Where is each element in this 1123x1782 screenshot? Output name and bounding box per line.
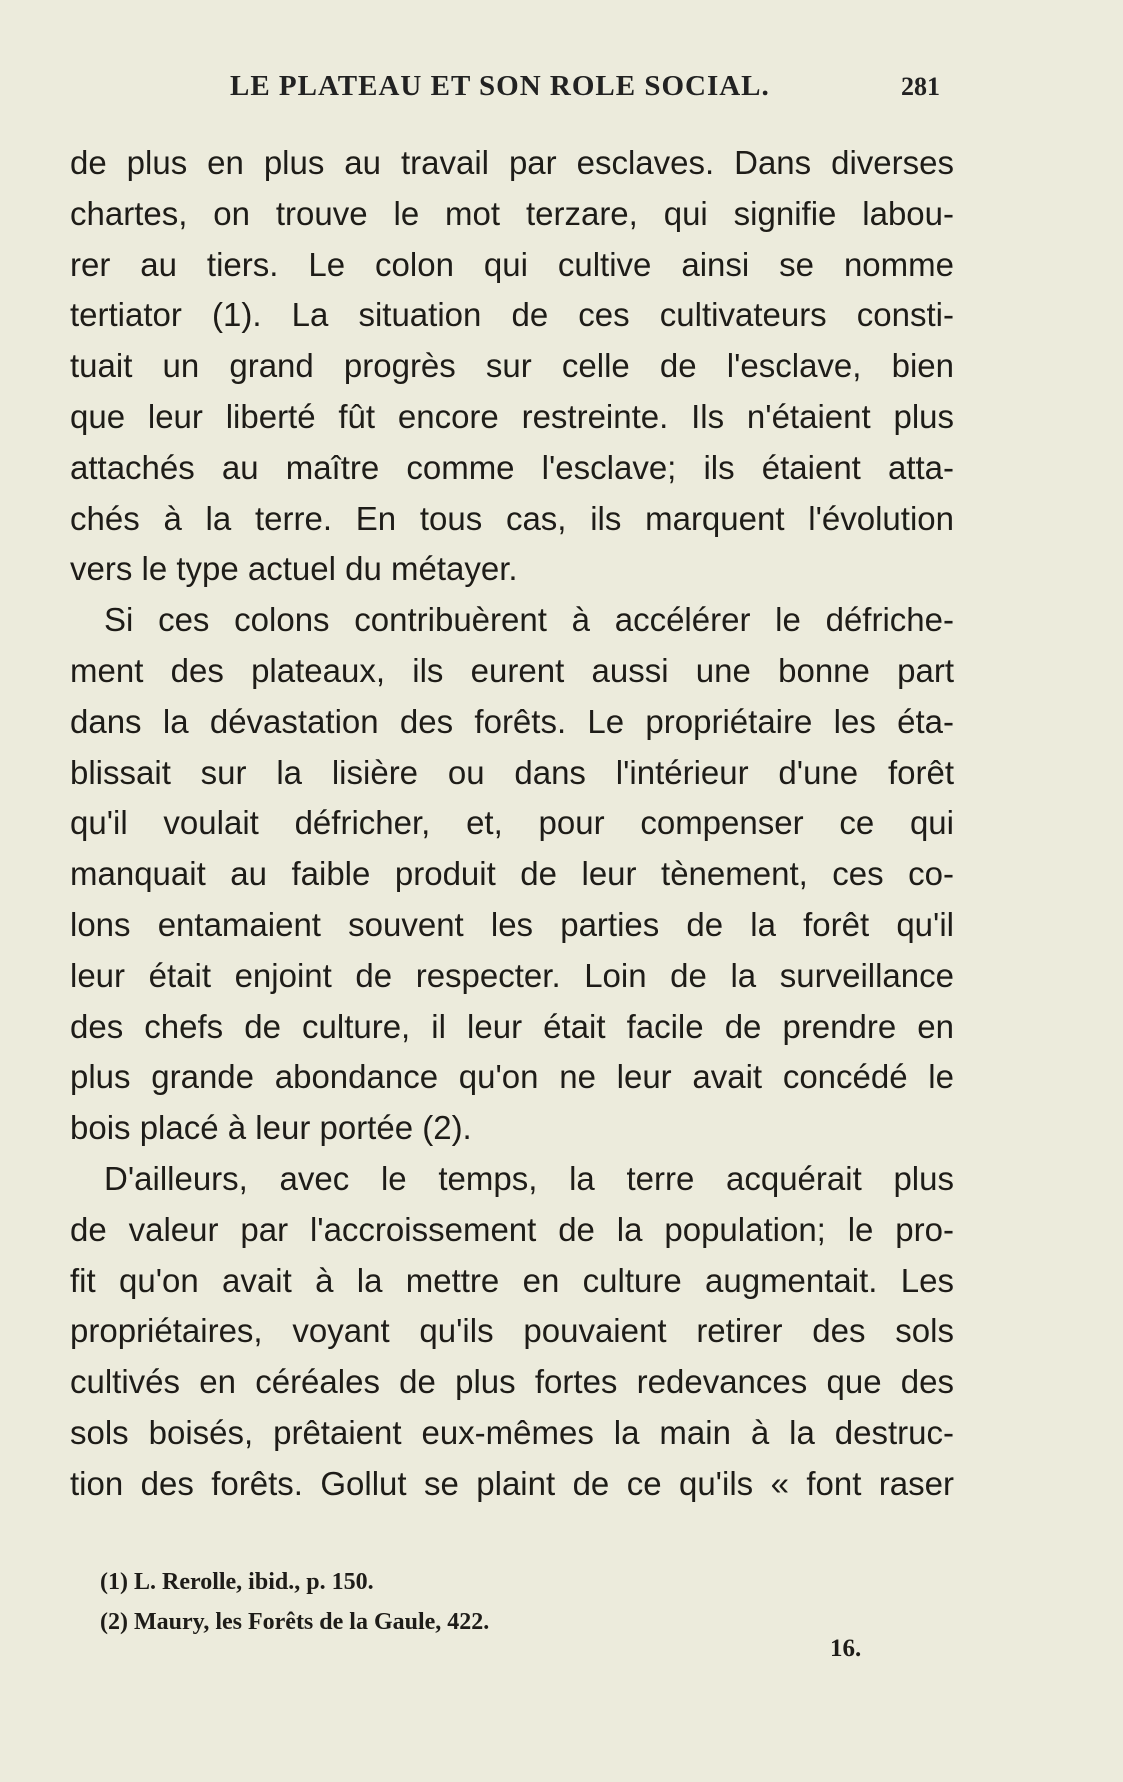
text-line: cultivés en céréales de plus fortes redevances que des xyxy=(70,1363,954,1401)
footnote: (2) Maury, les Forêts de la Gaule, 422. xyxy=(100,1609,490,1635)
text-line: tertiator (1). La situation de ces cultivateurs consti- xyxy=(70,296,954,334)
footnotes xyxy=(100,1562,880,1642)
text-line: blissait sur la lisière ou dans l'intérieur d'une forêt xyxy=(70,753,954,791)
body-text xyxy=(70,138,954,1510)
text-line: propriétaires, voyant qu'ils pouvaient retirer des sols xyxy=(70,1312,954,1350)
text-line: vers le type actuel du métayer. xyxy=(70,550,518,588)
text-line: tion des forêts. Gollut se plaint de ce qu'ils « font raser xyxy=(70,1464,954,1502)
text-line: leur était enjoint de respecter. Loin de la surveillance xyxy=(70,956,954,994)
text-line: Si ces colons contribuèrent à accélérer le défriche- xyxy=(104,601,954,639)
signature-mark: 16. xyxy=(830,1635,862,1662)
running-title: LE PLATEAU ET SON ROLE SOCIAL. xyxy=(230,70,770,102)
text-line: attachés au maître comme l'esclave; ils étaient atta- xyxy=(70,448,954,486)
text-line: rer au tiers. Le colon qui cultive ainsi se nomme xyxy=(70,245,954,283)
text-line: des chefs de culture, il leur était facile de prendre en xyxy=(70,1007,954,1045)
footnote: (1) L. Rerolle, ibid., p. 150. xyxy=(100,1569,374,1595)
page-number: 281 xyxy=(901,72,940,101)
text-line: tuait un grand progrès sur celle de l'esclave, bien xyxy=(70,347,954,385)
text-line: fit qu'on avait à la mettre en culture augmentait. Les xyxy=(70,1261,954,1299)
text-line: qu'il voulait défricher, et, pour compenser ce qui xyxy=(70,804,954,842)
text-line: chés à la terre. En tous cas, ils marquent l'évolution xyxy=(70,499,954,537)
text-line: D'ailleurs, avec le temps, la terre acquérait plus xyxy=(104,1159,954,1197)
text-line: bois placé à leur portée (2). xyxy=(70,1109,472,1147)
text-line: de plus en plus au travail par esclaves. Dans diverses xyxy=(70,144,954,181)
text-line: dans la dévastation des forêts. Le propriétaire les éta- xyxy=(70,702,954,740)
text-line: lons entamaient souvent les parties de la forêt qu'il xyxy=(70,905,954,943)
text-line: de valeur par l'accroissement de la population; le pro- xyxy=(70,1210,954,1248)
running-head xyxy=(70,70,940,110)
text-line: que leur liberté fût encore restreinte. Ils n'étaient plus xyxy=(70,397,954,435)
text-line: ment des plateaux, ils eurent aussi une bonne part xyxy=(70,651,954,689)
text-line: chartes, on trouve le mot terzare, qui signifie labou- xyxy=(70,194,954,232)
text-line: manquait au faible produit de leur tènement, ces co- xyxy=(70,855,954,893)
text-line: plus grande abondance qu'on ne leur avait concédé le xyxy=(70,1058,954,1096)
text-line: sols boisés, prêtaient eux-mêmes la main à la destruc- xyxy=(70,1413,954,1451)
